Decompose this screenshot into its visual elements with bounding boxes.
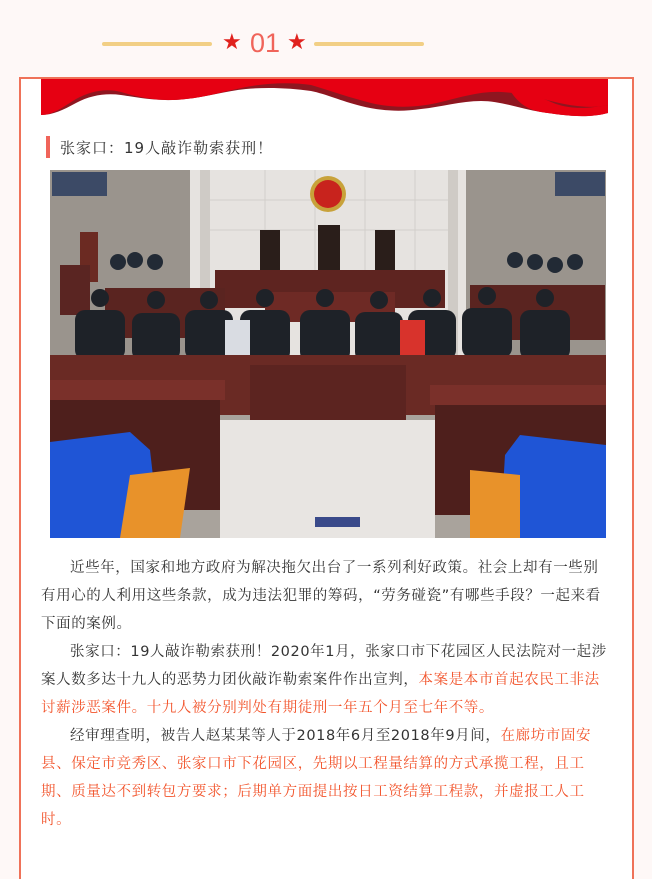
divider-line-left [102, 42, 212, 46]
article-card [19, 77, 634, 879]
paragraph-text: 张家口：19人敲诈勒索获刑！2020年1月，张家口市下花园区人民法院对一起涉案人数多达十九人的恶势力团伙敲诈勒索案件作出宣判， [41, 644, 607, 688]
divider-line-right [314, 42, 424, 46]
paragraph-1 [41, 554, 611, 638]
section-header [0, 12, 652, 58]
courtroom-photo [50, 170, 606, 538]
paragraph-3 [41, 722, 611, 834]
paragraph-text: 近些年，国家和地方政府为解决拖欠出台了一系列利好政策。社会上却有一些别有用心的人利用这些条款，成为违法犯罪的筹码，“劳务碰瓷”有哪些手段？一起来看下面的案例。 [41, 560, 601, 632]
section-number: 01 [250, 28, 281, 58]
highlighted-text: 在廊坊市固安县、保定市竞秀区、张家口市下花园区，先期以工程量结算的方式承揽工程，且工期、质量达不到转包方要求；后期单方面提出按日工资结算工程款，并虚报工人工时。 [41, 728, 592, 828]
article-body [41, 554, 611, 834]
paragraph-2 [41, 638, 611, 722]
title-accent-bar [46, 136, 50, 158]
red-wave-banner-icon [41, 79, 608, 117]
paragraph-text: 经审理查明，被告人赵某某等人于2018年6月至2018年9月间， [70, 728, 501, 744]
highlighted-text: 本案是本市首起农民工非法讨薪涉恶案件。十九人被分别判处有期徒刑一年五个月至七年不等。 [41, 672, 600, 716]
article-title: 张家口：19人敲诈勒索获刑！ [60, 138, 274, 157]
star-icon: ★ [222, 30, 242, 55]
courtroom-image-icon [50, 170, 606, 538]
article-title-row [46, 136, 273, 158]
star-icon: ★ [287, 30, 307, 55]
